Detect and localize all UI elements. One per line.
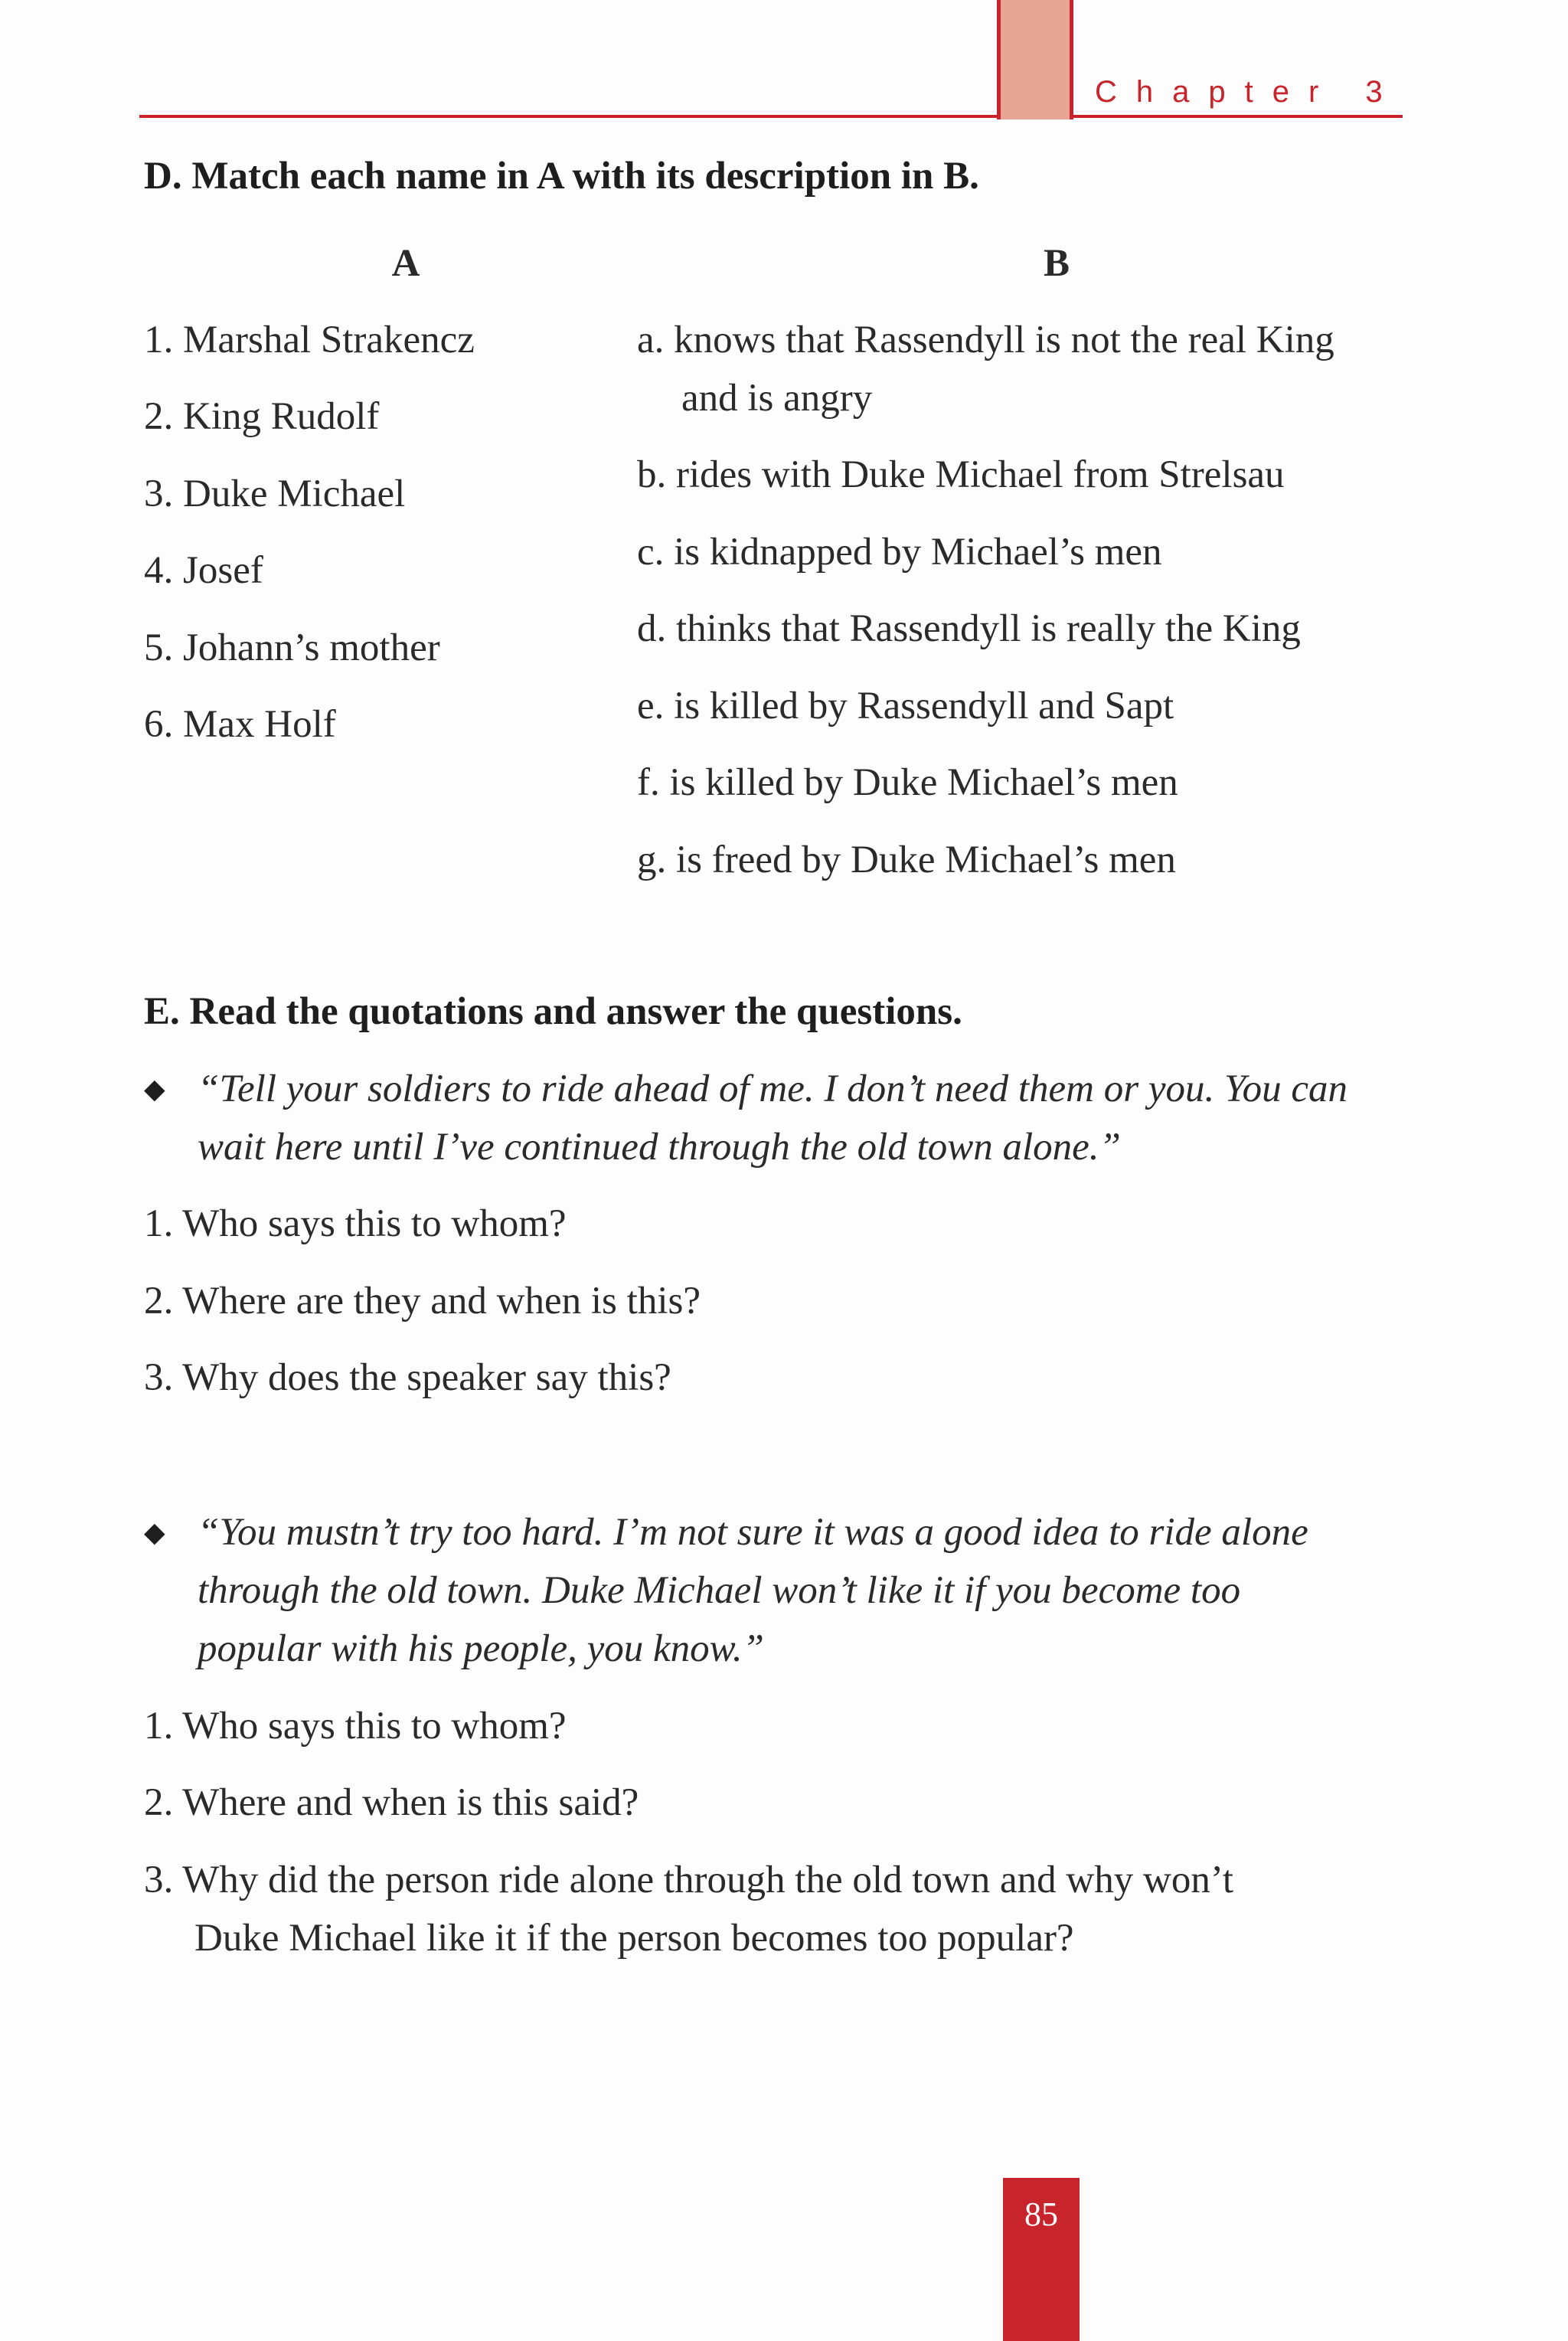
description-e: e. is killed by Rassendyll and Sapt <box>637 685 1174 727</box>
description-b: b. rides with Duke Michael from Strelsau <box>637 453 1285 496</box>
description-d: d. thinks that Rassendyll is really the King <box>637 607 1301 650</box>
quote-1-question-2: 2. Where are they and when is this? <box>144 1280 701 1323</box>
description-g: g. is freed by Duke Michael’s men <box>637 839 1176 881</box>
column-a-header: A <box>391 242 420 285</box>
quote-2-line-1: “You mustn’t try too hard. I’m not sure it was a good idea to ride alone <box>198 1511 1308 1554</box>
name-item-4: 4. Josef <box>144 549 263 592</box>
quote-1-question-1: 1. Who says this to whom? <box>144 1202 567 1245</box>
column-b-header: B <box>1043 242 1070 285</box>
quote-2-question-3: 3. Why did the person ride alone through the old town and why won’t <box>144 1859 1234 1901</box>
quote-2-question-3-continued: Duke Michael like it if the person becomes too popular? <box>194 1917 1074 1960</box>
chapter-tab <box>997 0 1073 119</box>
name-item-6: 6. Max Holf <box>144 703 336 746</box>
name-item-2: 2. King Rudolf <box>144 395 380 438</box>
page-number: 85 <box>1024 2196 1058 2233</box>
quote-1-line-2: wait here until I’ve continued through the old town alone.” <box>198 1126 1121 1169</box>
section-e-title: E. Read the quotations and answer the questions. <box>144 990 962 1033</box>
quote-2-line-3: popular with his people, you know.” <box>198 1627 764 1670</box>
name-item-3: 3. Duke Michael <box>144 472 406 515</box>
diamond-bullet-icon: ◆ <box>144 1517 165 1548</box>
chapter-label: Chapter 3 <box>1095 75 1402 109</box>
header-rule <box>139 115 1403 118</box>
section-d-title: D. Match each name in A with its description in B. <box>144 155 979 198</box>
quote-1-question-3: 3. Why does the speaker say this? <box>144 1356 671 1399</box>
description-c: c. is kidnapped by Michael’s men <box>637 531 1162 574</box>
description-a: a. knows that Rassendyll is not the real King <box>637 319 1334 361</box>
quote-2-question-2: 2. Where and when is this said? <box>144 1781 639 1824</box>
name-item-1: 1. Marshal Strakencz <box>144 319 475 361</box>
quote-1-line-1: “Tell your soldiers to ride ahead of me. I don’t need them or you. You can <box>198 1068 1348 1110</box>
diamond-bullet-icon: ◆ <box>144 1074 165 1104</box>
quote-2-line-2: through the old town. Duke Michael won’t like it if you become too <box>198 1569 1241 1612</box>
description-f: f. is killed by Duke Michael’s men <box>637 761 1178 804</box>
name-item-5: 5. Johann’s mother <box>144 626 440 669</box>
description-a-continued: and is angry <box>681 377 873 420</box>
quote-2-question-1: 1. Who says this to whom? <box>144 1705 567 1748</box>
